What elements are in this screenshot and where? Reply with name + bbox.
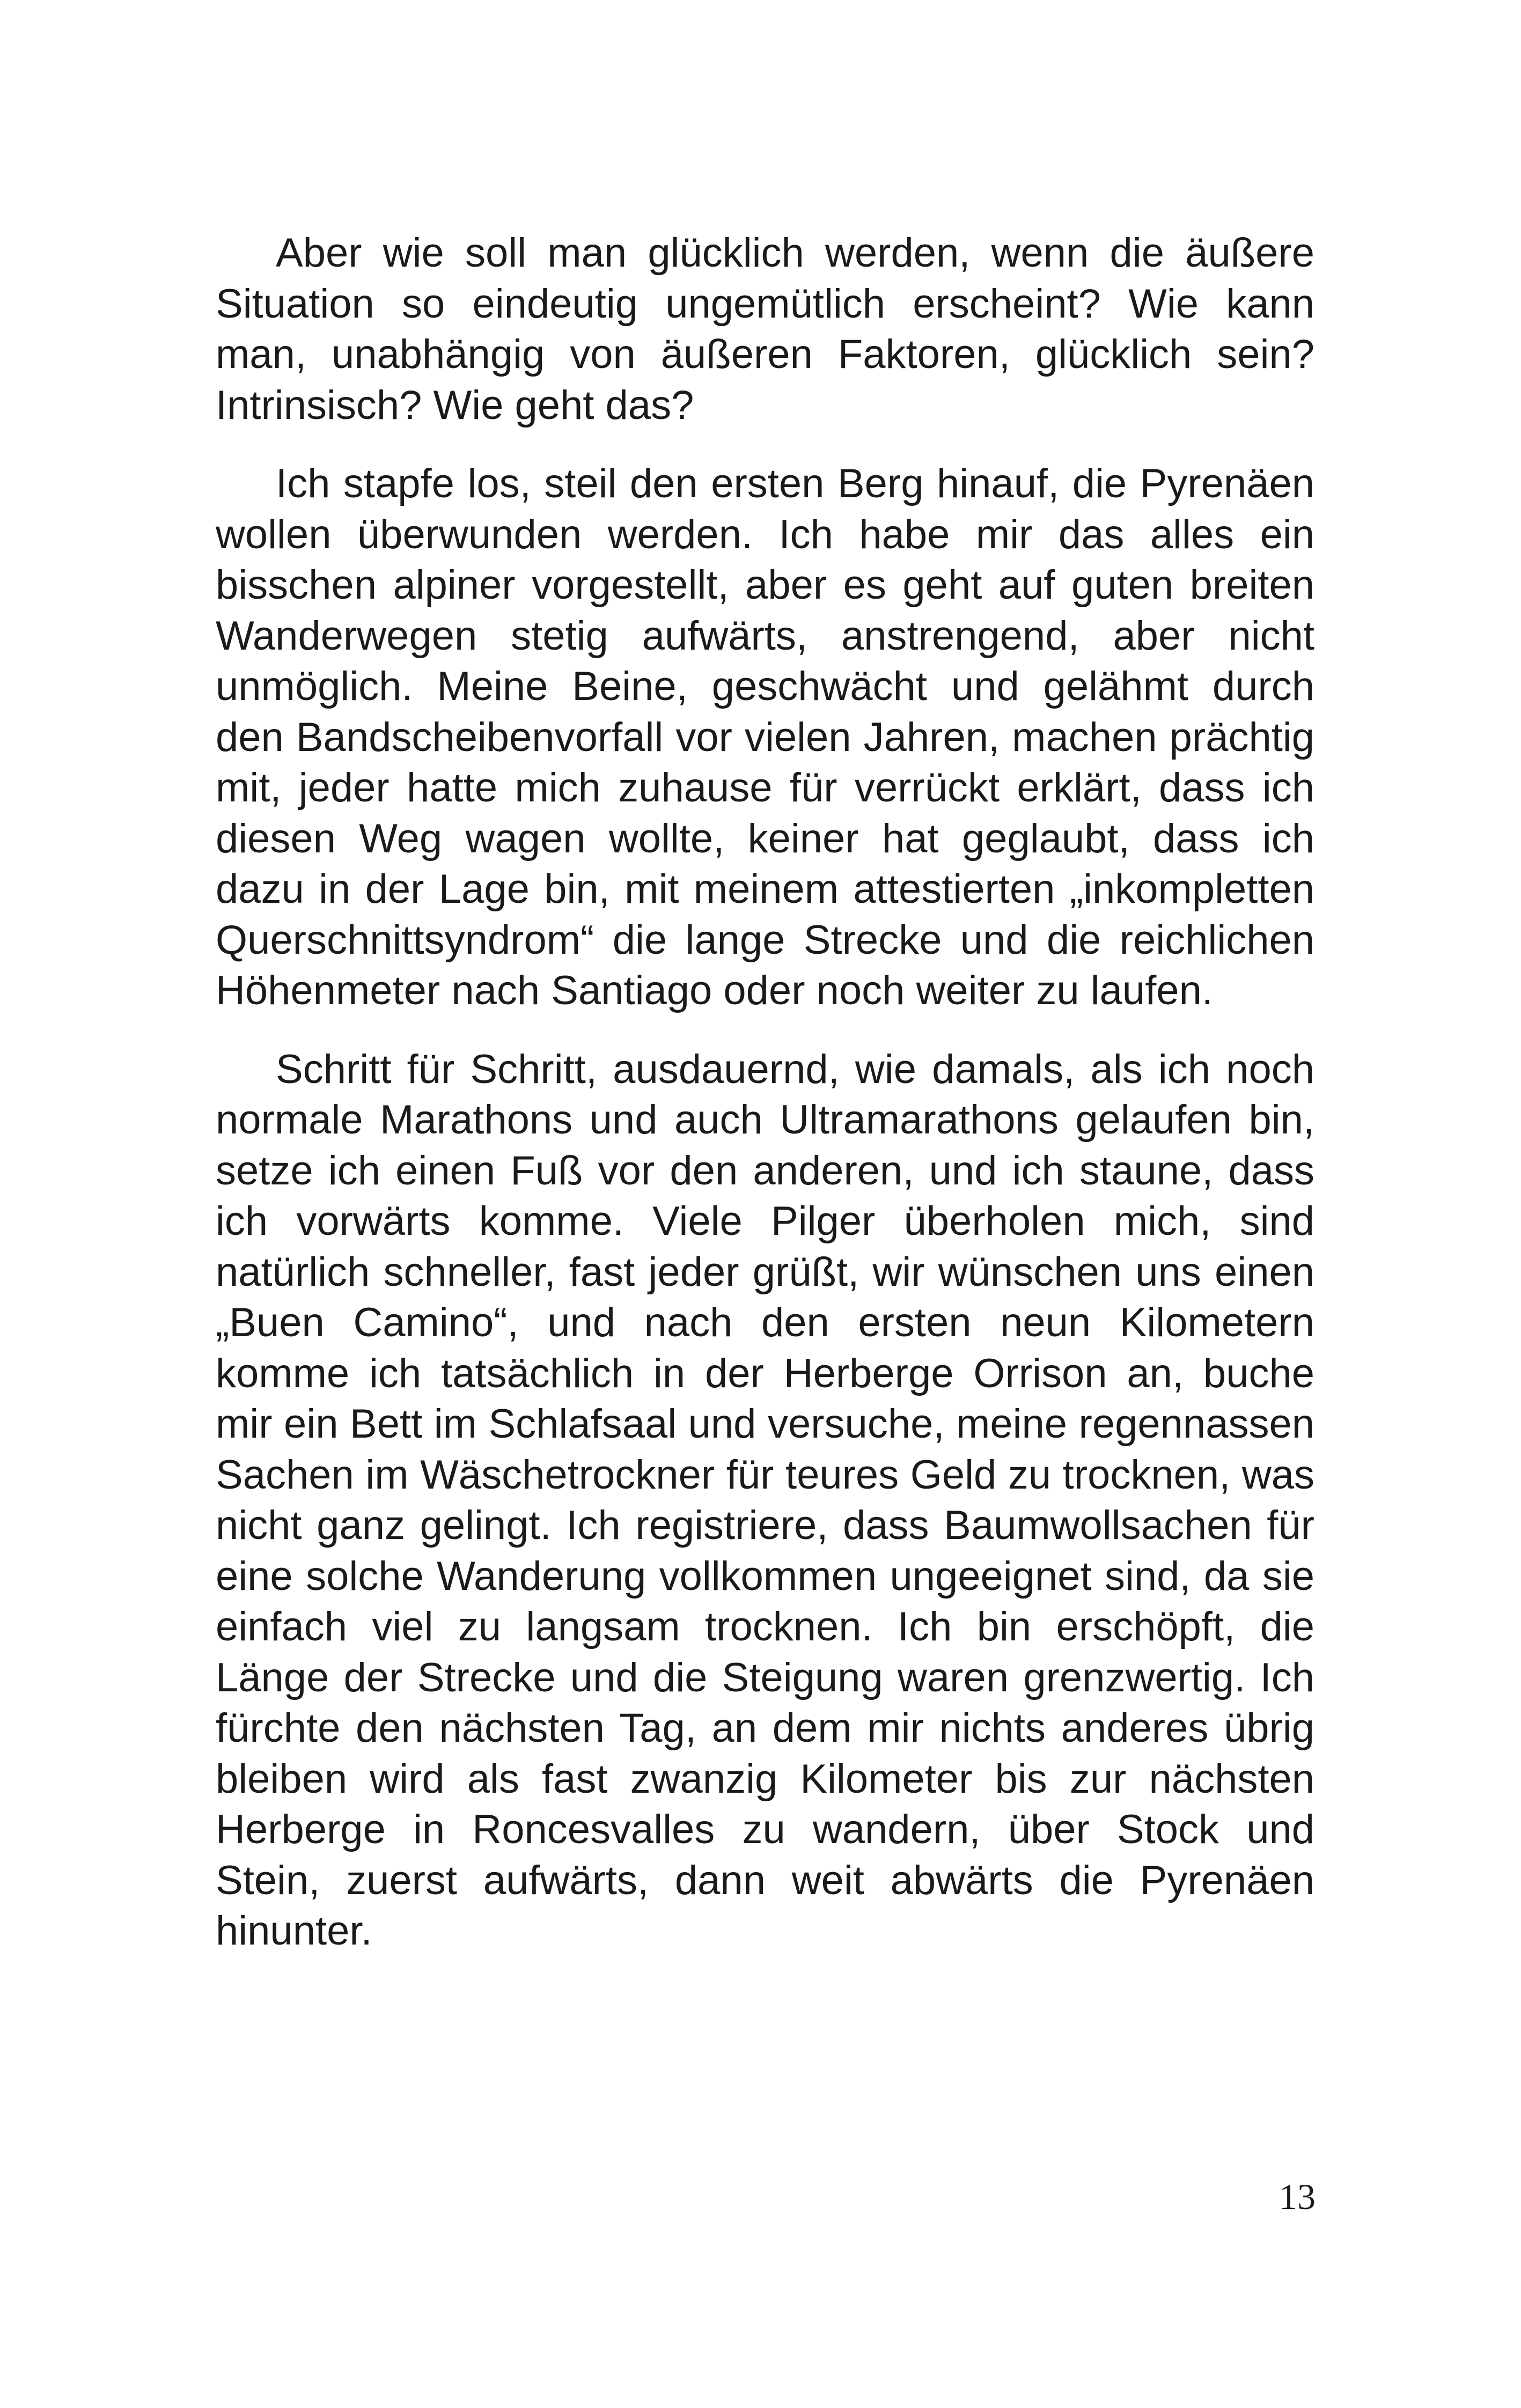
paragraph-3: Schritt für Schritt, ausdauernd, wie damals, als ich noch normale Marathons und auch Ultramarathons gelaufen bin, setze ich einen Fuß vor den anderen, und ich staune, dass ich vorwärts komme. Viele Pilger überholen mich, sind natürlich schneller, fast jeder grüßt, wir wünschen uns einen „Buen Camino“, und nach den ersten neun Kilometern komme ich tatsächlich in der Herberge Orrison an, buche mir ein Bett im Schlafsaal und versuche, meine regennassen Sachen im Wäschetrockner für teures Geld zu trocknen, was nicht ganz gelingt. Ich registriere, dass Baumwollsachen für eine solche Wanderung vollkommen ungeeignet sind, da sie einfach viel zu langsam trocknen. Ich bin erschöpft, die Länge der Strecke und die Steigung waren grenzwertig. Ich fürchte den nächsten Tag, an dem mir nichts anderes übrig bleiben wird als fast zwanzig Kilometer bis zur nächsten Herberge in Roncesvalles zu wandern, über Stock und Stein, zuerst aufwärts, dann weit abwärts die Pyrenäen hinunter. <box>216 1046 1314 1954</box>
paragraph-1: Aber wie soll man glücklich werden, wenn die äußere Situation so eindeutig ungemütlich erscheint? Wie kann man, unabhängig von äußeren Faktoren, glücklich sein? Intrinsisch? Wie geht das? <box>216 230 1314 428</box>
page-number: 13 <box>1279 2176 1316 2217</box>
body-text <box>216 228 1314 1957</box>
paragraph-2: Ich stapfe los, steil den ersten Berg hinauf, die Pyrenäen wollen überwunden werden. Ich habe mir das alles ein bisschen alpiner vorgestellt, aber es geht auf guten breiten Wanderwegen stetig aufwärts, anstrengend, aber nicht unmöglich. Meine Beine, geschwächt und gelähmt durch den Bandscheibenvorfall vor vielen Jahren, machen prächtig mit, jeder hatte mich zuhause für verrückt erklärt, dass ich diesen Weg wagen wollte, keiner hat geglaubt, dass ich dazu in der Lage bin, mit meinem attestierten „inkompletten Querschnittsyndrom“ die lange Strecke und die reichlichen Höhenmeter nach Santiago oder noch weiter zu laufen. <box>216 461 1314 1013</box>
